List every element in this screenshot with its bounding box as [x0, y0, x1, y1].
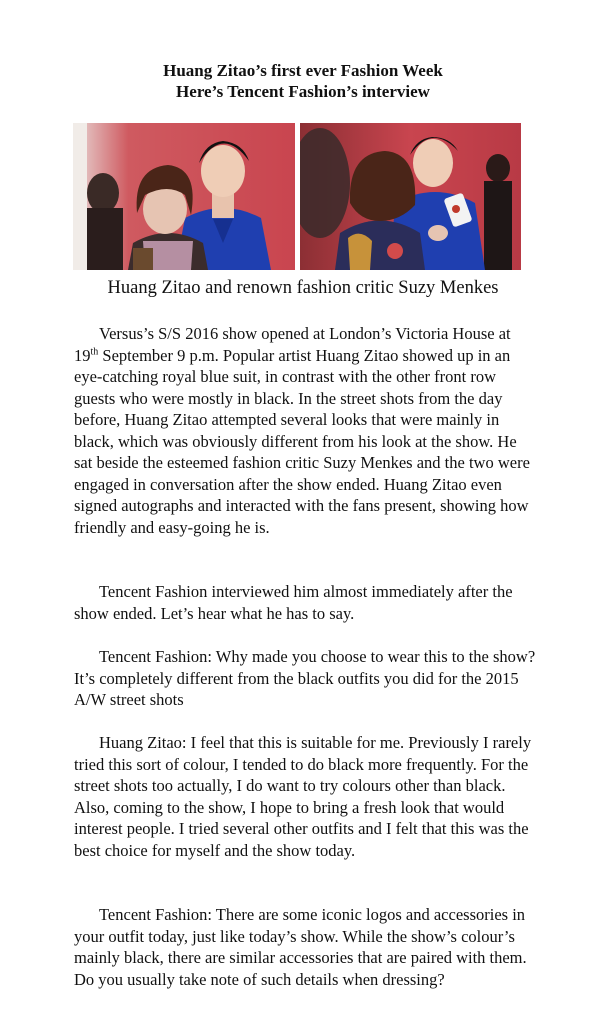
paragraph-5: Tencent Fashion: There are some iconic logos and accessories in your outfit today, just like today’s show. While the show’s colour’s mainly black, there are similar accessories that are paired with them. Do you usually take note of such details when dressing?: [74, 905, 527, 989]
paragraph-2: Tencent Fashion interviewed him almost immediately after the show ended. Let’s hear what he has to say.: [74, 582, 513, 623]
photo-left: [73, 123, 295, 270]
photo-right: [300, 123, 521, 270]
paragraph-1-text-b: September 9 p.m. Popular artist Huang Zitao showed up in an eye-catching royal blue suit, in contrast with the other front row guests who were mostly in black. In the street shots from the day before, Huang Zitao attempted several looks that were mainly in black, which was obviously different from his look at the show. He sat beside the esteemed fashion critic Suzy Menkes and the two were engaged in conversation after the show ended. Huang Zitao even signed autographs and interacted with the fans present, showing how friendly and easy-going he is.: [74, 345, 530, 537]
photo-caption: Huang Zitao and renown fashion critic Suzy Menkes: [107, 278, 499, 298]
title-line-1: Huang Zitao’s first ever Fashion Week: [163, 61, 443, 80]
paragraph-1: [74, 323, 536, 538]
ordinal-suffix: th: [90, 346, 99, 357]
title-line-2: Here’s Tencent Fashion’s interview: [176, 82, 430, 101]
article-title: [0, 60, 606, 102]
paragraph-4: Huang Zitao: I feel that this is suitable for me. Previously I rarely tried this sort of colour, I tended to do black more frequently. For the street shots too actually, I do want to try colours other than black. Also, coming to the show, I hope to bring a fresh look that would interest people. I tried several other outfits and I felt that this was the best choice for myself and the show today.: [74, 733, 532, 860]
photo-pair: [73, 123, 521, 270]
paragraph-3: Tencent Fashion: Why made you choose to wear this to the show? It’s completely different from the black outfits you did for the 2015 A/W street shots: [74, 647, 536, 709]
paragraph-1-text-a: Versus’s S/S 2016 show opened at London’s Victoria House at 19: [74, 324, 511, 365]
